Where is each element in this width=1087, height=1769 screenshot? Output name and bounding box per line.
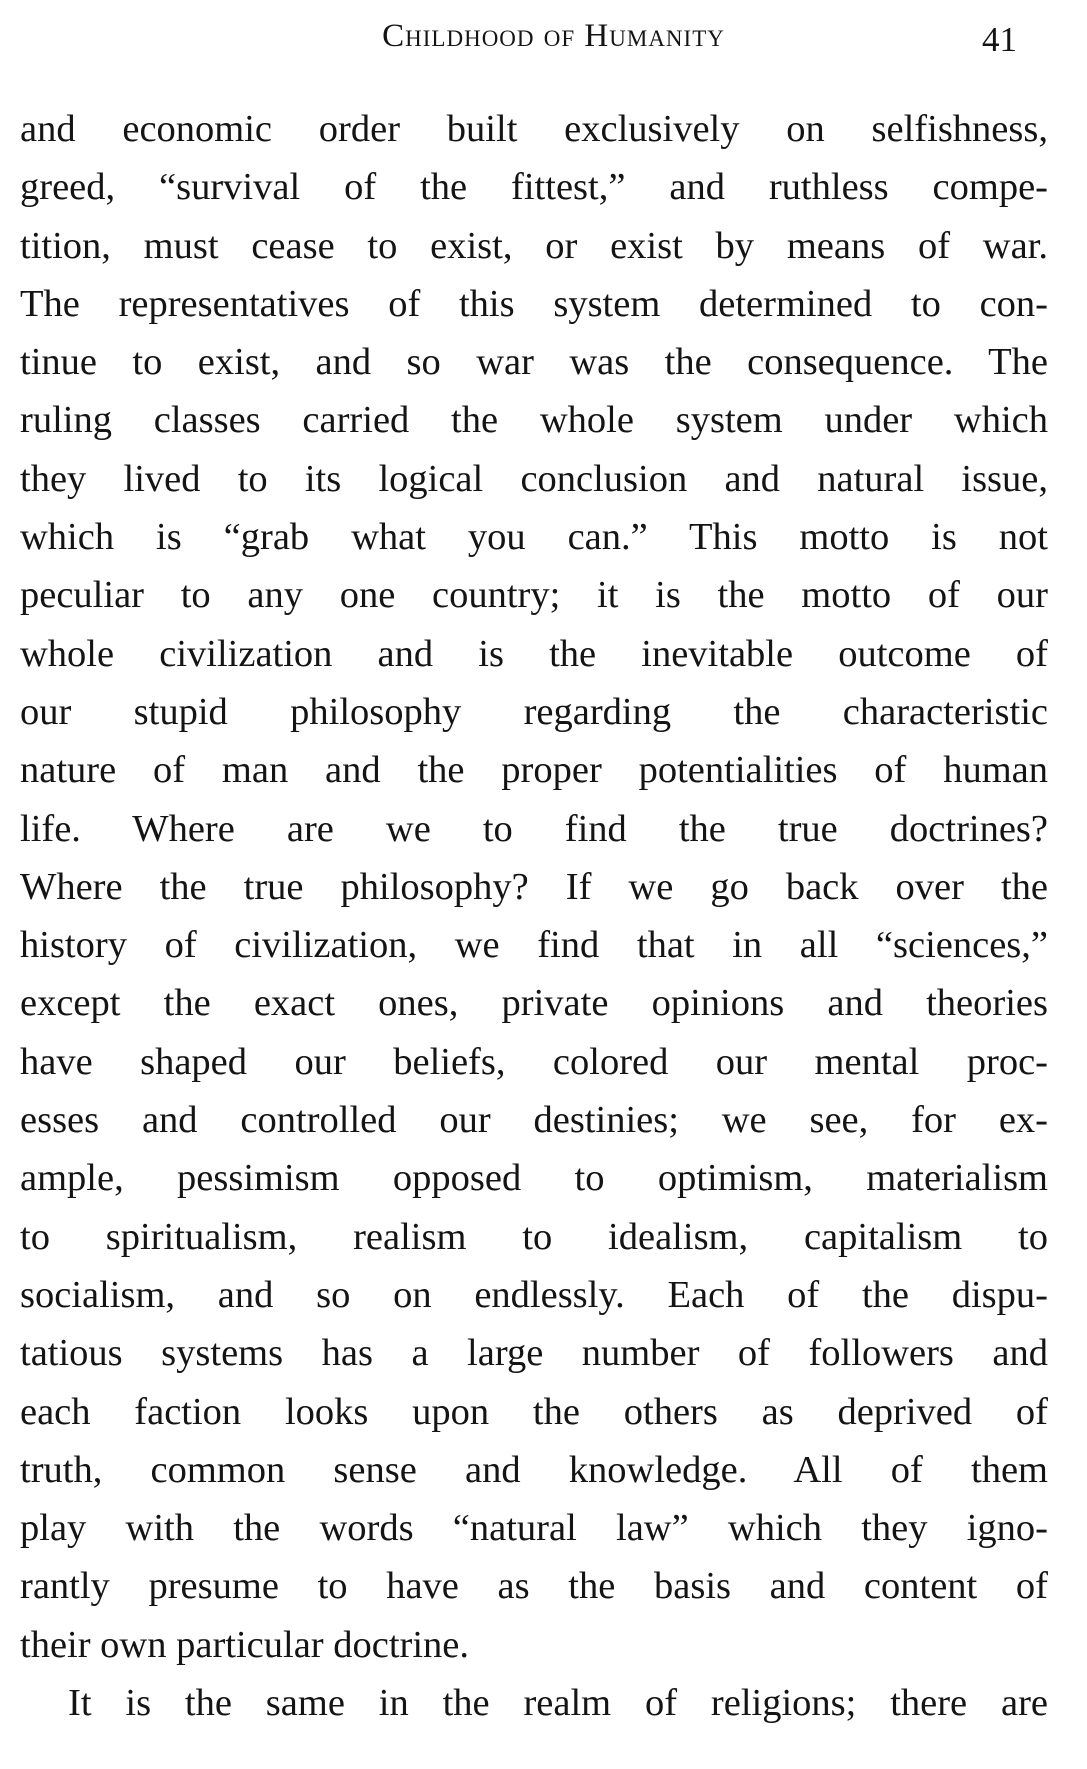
text-line: except the exact ones, private opinions and theories [20, 982, 1048, 1025]
text-line: tatious systems has a large number of followers and [20, 1332, 1048, 1375]
text-line: life. Where are we to find the true doctrines? [20, 807, 1048, 850]
page-number: 41 [982, 20, 1017, 59]
text-line: history of civilization, we find that in all “sciences,” [20, 924, 1048, 967]
text-line: play with the words “natural law” which they igno- [20, 1507, 1048, 1550]
text-line: rantly presume to have as the basis and content of [20, 1565, 1048, 1608]
text-line: The representatives of this system determined to con- [20, 282, 1048, 325]
text-line: their own particular doctrine. [20, 1623, 469, 1666]
text-line: socialism, and so on endlessly. Each of the dispu- [20, 1273, 1048, 1316]
text-line: whole civilization and is the inevitable outcome of [20, 632, 1048, 675]
text-line: our stupid philosophy regarding the characteristic [20, 690, 1048, 733]
paragraph-1 [20, 100, 1048, 1674]
text-line: and economic order built exclusively on selfishness, [20, 108, 1048, 150]
text-line: Where the true philosophy? If we go back over the [20, 865, 1048, 908]
text-line: each faction looks upon the others as deprived of [20, 1390, 1048, 1433]
text-line: greed, “survival of the fittest,” and ruthless compe- [20, 166, 1048, 209]
text-line: tition, must cease to exist, or exist by means of war. [20, 224, 1048, 267]
text-line: to spiritualism, realism to idealism, capitalism to [20, 1215, 1048, 1258]
running-header [0, 18, 1087, 68]
text-line: nature of man and the proper potentialities of human [20, 749, 1048, 792]
text-line: truth, common sense and knowledge. All of them [20, 1448, 1048, 1491]
text-line: ample, pessimism opposed to optimism, materialism [20, 1157, 1048, 1200]
running-header-title: Childhood of Humanity [382, 18, 725, 54]
text-line: peculiar to any one country; it is the motto of our [20, 574, 1048, 617]
text-line: esses and controlled our destinies; we see, for ex- [20, 1099, 1048, 1142]
paragraph-2 [20, 1674, 1048, 1732]
body-text [20, 100, 1048, 1732]
text-line: have shaped our beliefs, colored our mental proc- [20, 1040, 1048, 1083]
text-line: It is the same in the realm of religions; there are [68, 1682, 1048, 1725]
text-line: tinue to exist, and so war was the consequence. The [20, 341, 1048, 384]
text-line: they lived to its logical conclusion and natural issue, [20, 457, 1048, 500]
text-line: ruling classes carried the whole system under which [20, 399, 1048, 442]
text-line: which is “grab what you can.” This motto is not [20, 516, 1048, 559]
